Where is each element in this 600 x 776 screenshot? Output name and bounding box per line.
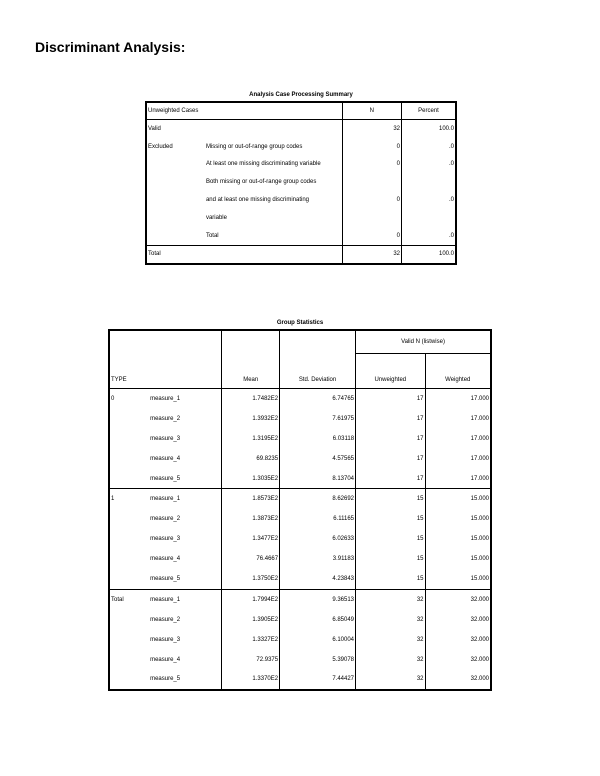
header-unweighted: Unweighted <box>356 371 426 389</box>
std-deviation-cell: 6.02633 <box>280 529 356 549</box>
valid-percent: 100.0 <box>402 120 457 138</box>
total-row <box>146 245 456 264</box>
group-stats-header-row <box>109 330 491 354</box>
type-cell <box>109 549 149 569</box>
excluded-reason-label: At least one missing discriminating variable <box>205 161 321 168</box>
excluded-total-row <box>146 227 456 245</box>
mean-cell: 1.3327E2 <box>222 630 280 650</box>
excluded-reason-label <box>205 173 342 227</box>
weighted-cell: 15.000 <box>425 569 491 589</box>
excluded-reason-line: and at least one missing discriminating <box>205 197 310 204</box>
unweighted-cell: 15 <box>356 529 426 549</box>
unweighted-cell: 17 <box>356 469 426 489</box>
type-cell: 1 <box>109 489 149 509</box>
unweighted-cell: 17 <box>356 389 426 409</box>
excluded-total-percent: .0 <box>402 227 457 245</box>
unweighted-cell: 32 <box>356 650 426 670</box>
type-cell: Total <box>109 589 149 609</box>
unweighted-cell: 32 <box>356 669 426 690</box>
measure-cell: measure_1 <box>149 389 222 409</box>
excluded-reason-line: Both missing or out-of-range group codes <box>205 179 317 186</box>
type-cell <box>109 569 149 589</box>
type-cell <box>109 469 149 489</box>
excluded-label: Excluded <box>148 143 173 150</box>
mean-cell: 1.3932E2 <box>222 409 280 429</box>
measure-cell: measure_3 <box>150 536 181 543</box>
type-cell <box>109 650 149 670</box>
unweighted-cell: 32 <box>356 630 426 650</box>
type-cell <box>109 529 149 549</box>
unweighted-cell: 15 <box>356 489 426 509</box>
measure-cell: measure_4 <box>150 656 181 663</box>
excluded-n: 0 <box>342 138 401 156</box>
weighted-cell: 32.000 <box>425 650 491 670</box>
mean-cell: 1.3195E2 <box>222 429 280 449</box>
weighted-cell: 15.000 <box>425 489 491 509</box>
unweighted-cell: 32 <box>356 610 426 630</box>
unweighted-cell: 15 <box>356 569 426 589</box>
mean-cell: 69.8235 <box>222 449 280 469</box>
measure-cell: measure_3 <box>150 435 181 442</box>
group-stats-header-row <box>109 371 491 389</box>
excluded-reason-label: Missing or out-of-range group codes <box>205 143 303 150</box>
table-row <box>109 389 491 409</box>
measure-cell: measure_5 <box>150 676 181 683</box>
table-row <box>109 610 491 630</box>
table-row <box>109 650 491 670</box>
measure-cell: measure_5 <box>150 575 181 582</box>
type-cell: 0 <box>109 389 149 409</box>
std-deviation-cell: 9.36513 <box>280 589 356 609</box>
std-deviation-cell: 6.03118 <box>280 429 356 449</box>
group-stats-title: Group Statistics <box>276 320 324 326</box>
excluded-n: 0 <box>342 173 401 227</box>
header-valid-n: Valid N (listwise) <box>356 330 491 354</box>
std-deviation-cell: 8.13704 <box>280 469 356 489</box>
measure-cell: measure_3 <box>150 636 181 643</box>
std-deviation-cell: 6.74765 <box>280 389 356 409</box>
mean-cell: 1.3370E2 <box>222 669 280 690</box>
valid-label: Valid <box>148 125 161 132</box>
table-row <box>109 409 491 429</box>
std-deviation-cell: 3.91183 <box>280 549 356 569</box>
std-deviation-cell: 5.39078 <box>280 650 356 670</box>
type-cell <box>109 509 149 529</box>
unweighted-cell: 32 <box>356 589 426 609</box>
weighted-cell: 32.000 <box>425 589 491 609</box>
mean-cell: 1.7482E2 <box>222 389 280 409</box>
type-cell <box>109 449 149 469</box>
mean-cell: 1.3873E2 <box>222 509 280 529</box>
header-weighted: Weighted <box>425 371 491 389</box>
header-mean: Mean <box>222 371 280 389</box>
mean-cell: 1.7994E2 <box>222 589 280 609</box>
weighted-cell: 17.000 <box>425 449 491 469</box>
std-deviation-cell: 6.11165 <box>280 509 356 529</box>
valid-row <box>146 120 456 138</box>
total-label: Total <box>146 245 342 264</box>
case-summary-title: Analysis Case Processing Summary <box>249 92 353 98</box>
table-row <box>109 449 491 469</box>
unweighted-cell: 17 <box>356 409 426 429</box>
measure-cell: measure_2 <box>150 516 181 523</box>
weighted-cell: 32.000 <box>425 630 491 650</box>
table-row <box>109 549 491 569</box>
excluded-reason-line: variable <box>205 215 227 222</box>
excluded-total-n: 0 <box>342 227 401 245</box>
header-n: N <box>342 102 401 120</box>
unweighted-cell: 17 <box>356 449 426 469</box>
std-deviation-cell: 6.10004 <box>280 630 356 650</box>
weighted-cell: 15.000 <box>425 549 491 569</box>
valid-n: 32 <box>342 120 401 138</box>
measure-cell: measure_1 <box>149 589 222 609</box>
mean-cell: 1.3750E2 <box>222 569 280 589</box>
table-row <box>109 489 491 509</box>
header-percent: Percent <box>402 102 457 120</box>
mean-cell: 1.3905E2 <box>222 610 280 630</box>
weighted-cell: 15.000 <box>425 529 491 549</box>
type-cell <box>109 429 149 449</box>
mean-cell: 72.9375 <box>222 650 280 670</box>
std-deviation-cell: 7.44427 <box>280 669 356 690</box>
std-deviation-cell: 4.23843 <box>280 569 356 589</box>
weighted-cell: 17.000 <box>425 469 491 489</box>
excluded-percent: .0 <box>402 173 457 227</box>
group-stats-header-row <box>109 354 491 372</box>
mean-cell: 76.4667 <box>222 549 280 569</box>
std-deviation-cell: 8.62692 <box>280 489 356 509</box>
excluded-row <box>146 138 456 156</box>
total-n: 32 <box>342 245 401 264</box>
table-row <box>109 669 491 690</box>
measure-cell: measure_5 <box>150 475 181 482</box>
mean-cell: 1.8573E2 <box>222 489 280 509</box>
std-deviation-cell: 7.61975 <box>280 409 356 429</box>
table-row <box>109 630 491 650</box>
measure-cell: measure_2 <box>150 415 181 422</box>
table-row <box>109 469 491 489</box>
weighted-cell: 32.000 <box>425 610 491 630</box>
excluded-percent: .0 <box>402 138 457 156</box>
excluded-percent: .0 <box>402 155 457 173</box>
unweighted-cell: 15 <box>356 549 426 569</box>
case-summary-table <box>145 101 457 265</box>
measure-cell: measure_4 <box>150 556 181 563</box>
unweighted-cell: 17 <box>356 429 426 449</box>
excluded-row <box>146 155 456 173</box>
table-row <box>109 529 491 549</box>
mean-cell: 1.3035E2 <box>222 469 280 489</box>
total-percent: 100.0 <box>402 245 457 264</box>
measure-cell: measure_2 <box>150 616 181 623</box>
header-type: TYPE <box>109 371 149 389</box>
table-row <box>109 589 491 609</box>
weighted-cell: 17.000 <box>425 389 491 409</box>
mean-cell: 1.3477E2 <box>222 529 280 549</box>
std-deviation-cell: 4.57565 <box>280 449 356 469</box>
group-stats-table <box>108 329 492 691</box>
measure-cell: measure_1 <box>149 489 222 509</box>
weighted-cell: 17.000 <box>425 429 491 449</box>
unweighted-cell: 15 <box>356 509 426 529</box>
weighted-cell: 32.000 <box>425 669 491 690</box>
std-deviation-cell: 6.85049 <box>280 610 356 630</box>
type-cell <box>109 669 149 690</box>
weighted-cell: 17.000 <box>425 409 491 429</box>
type-cell <box>109 630 149 650</box>
type-cell <box>109 409 149 429</box>
excluded-row <box>146 173 456 227</box>
type-cell <box>109 610 149 630</box>
excluded-n: 0 <box>342 155 401 173</box>
header-std-deviation: Std. Deviation <box>280 371 356 389</box>
table-row <box>109 429 491 449</box>
excluded-total-label: Total <box>205 232 219 239</box>
weighted-cell: 15.000 <box>425 509 491 529</box>
table-row <box>109 509 491 529</box>
case-summary-header-row <box>146 102 456 120</box>
header-unweighted-cases: Unweighted Cases <box>146 102 342 120</box>
measure-cell: measure_4 <box>150 455 181 462</box>
page-heading: Discriminant Analysis: <box>35 39 186 55</box>
table-row <box>109 569 491 589</box>
